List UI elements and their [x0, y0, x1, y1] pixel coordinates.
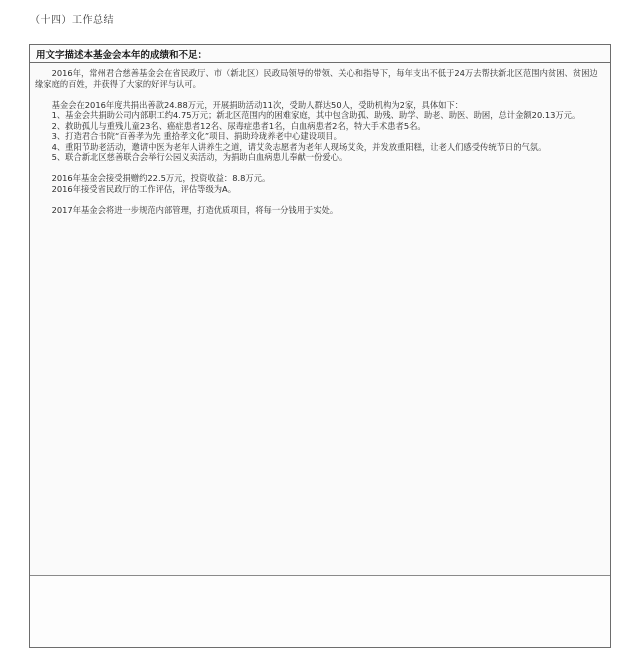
form-prompt: 用文字描述本基金会本年的成绩和不足： — [36, 50, 208, 61]
form-answer-area — [30, 63, 610, 576]
outlook-paragraph: 2017年基金会将进一步规范内部管理，打造优质项目，将每一分钱用于实处。 — [51, 204, 339, 215]
form-header — [30, 45, 610, 63]
list-item: 5、联合新北区慈善联合会举行公园义卖活动，为捐助白血病患儿奉献一份爱心。 — [51, 152, 348, 162]
form-bottom-area — [30, 576, 610, 649]
intro-paragraph: 2016年，常州君合慈善基金会在省民政厅、市（新北区）民政局领导的带领、关心和指导下，每年支出不低于24万去帮扶新北区范围内贫困、贫困边缘家庭的百姓，并获得了大家的好评与认可。 — [35, 68, 598, 89]
list-item: 2、救助孤儿与重残儿童23名、癌症患者12名、尿毒症患者1名，白血病患者2名，特大手术患者5名。 — [51, 120, 426, 131]
section-title: （十四）工作总结 — [30, 15, 114, 26]
summary-text — [35, 68, 605, 215]
donation-summary-paragraph: 基金会在2016年度共捐出善款24.88万元，开展捐助活动11次，受助人群达50人，受助机构为2家，具体如下： — [51, 99, 464, 110]
list-item: 3、打造君合书院“百善孝为先 重拾孝文化”项目、捐助玲珑养老中心建设项目。 — [51, 131, 342, 141]
list-item: 1、基金会共捐助公司内部职工约4.75万元；新北区范围内的困难家庭，其中包含助孤、助残、助学、助老、助医、助困，总计金额20.13万元。 — [51, 110, 581, 120]
list-item: 4、重阳节助老活动，邀请中医为老年人讲养生之道，请艾灸志愿者为老年人现场艾灸，并发放重阳糕，让老人们感受传统节日的气氛。 — [51, 141, 547, 152]
evaluation-paragraph: 2016年接受省民政厅的工作评估，评估等级为A。 — [51, 183, 237, 194]
work-summary-form — [29, 44, 611, 648]
income-paragraph: 2016年基金会接受捐赠约22.5万元，投资收益：8.8万元。 — [51, 173, 271, 183]
